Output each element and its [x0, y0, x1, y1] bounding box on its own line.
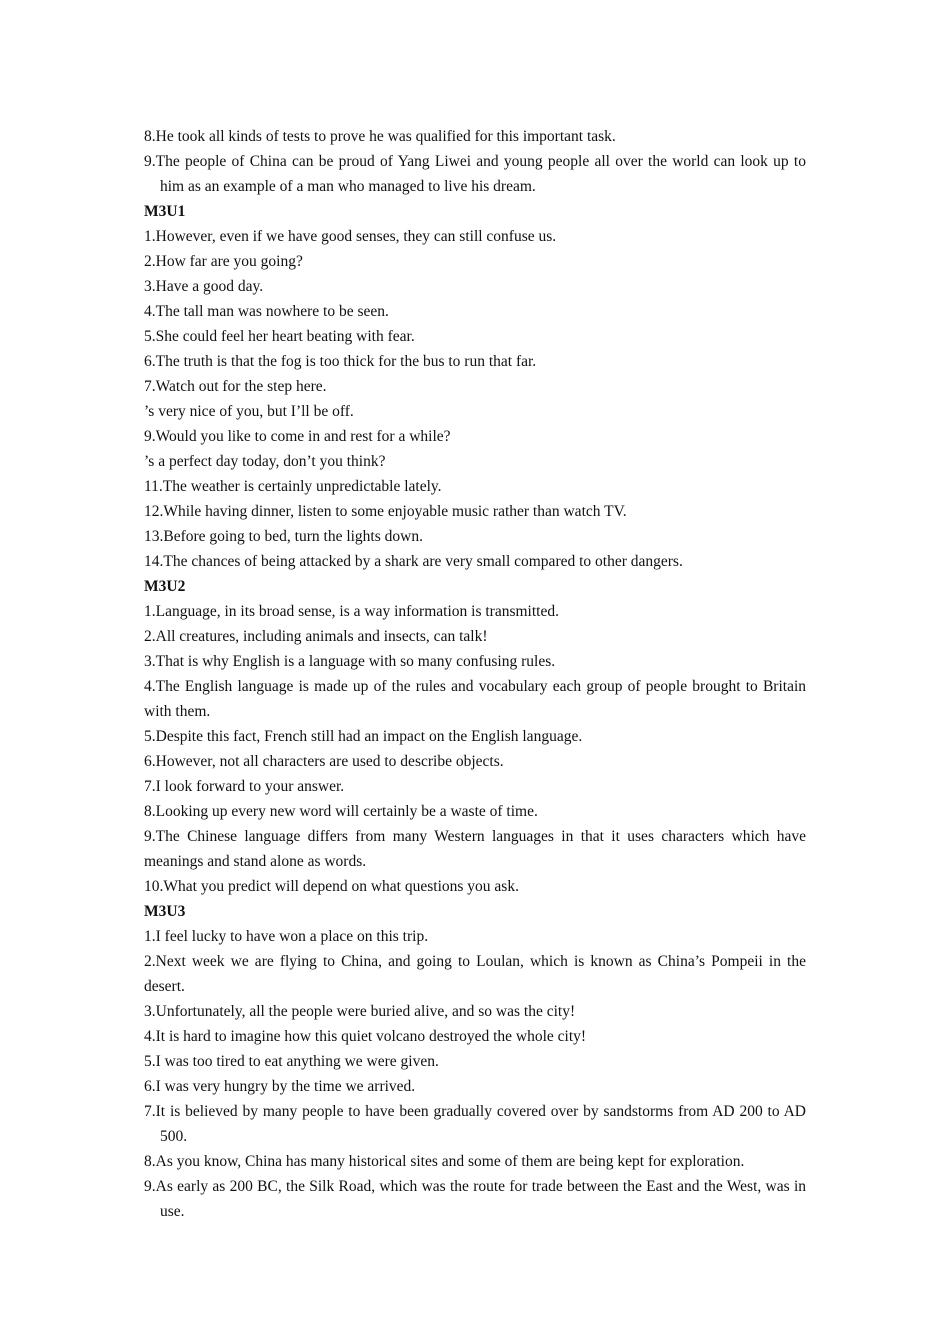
sentence-item: 9.The Chinese language differs from many Western languages in that it uses characters which have meanings and stand alone as words. [144, 828, 806, 870]
sentence-item: 10.What you predict will depend on what questions you ask. [144, 878, 519, 895]
sentence-item: 4.It is hard to imagine how this quiet volcano destroyed the whole city! [144, 1028, 587, 1045]
sentence-item: 5.Despite this fact, French still had an impact on the English language. [144, 728, 583, 745]
sentence-item: 2.All creatures, including animals and insects, can talk! [144, 628, 488, 645]
sentence-item: 3.Have a good day. [144, 278, 264, 295]
sentence-item: ’s very nice of you, but I’ll be off. [144, 403, 354, 420]
sentence-item: 8.He took all kinds of tests to prove he was qualified for this important task. [144, 128, 616, 145]
sentence-item: 6.However, not all characters are used to describe objects. [144, 753, 504, 770]
sentence-item: 1.However, even if we have good senses, they can still confuse us. [144, 228, 557, 245]
sentence-item: 5.She could feel her heart beating with fear. [144, 328, 415, 345]
sentence-item: ’s a perfect day today, don’t you think? [144, 453, 386, 470]
sentence-item: 11.The weather is certainly unpredictable lately. [144, 478, 442, 495]
sentence-item: 8.As you know, China has many historical sites and some of them are being kept for exploration. [144, 1153, 745, 1170]
sentence-item: 9.The people of China can be proud of Yang Liwei and young people all over the world can look up to him as an example of a man who managed to live his dream. [144, 153, 806, 195]
sentence-item: 1.Language, in its broad sense, is a way information is transmitted. [144, 603, 559, 620]
sentence-item: 8.Looking up every new word will certainly be a waste of time. [144, 803, 538, 820]
sentence-item: 12.While having dinner, listen to some enjoyable music rather than watch TV. [144, 503, 627, 520]
sentence-item: 6.The truth is that the fog is too thick for the bus to run that far. [144, 353, 537, 370]
sentence-item: 9.As early as 200 BC, the Silk Road, which was the route for trade between the East and the West, was in use. [144, 1178, 806, 1220]
sentence-item: 5.I was too tired to eat anything we were given. [144, 1053, 439, 1070]
sentence-item: 2.Next week we are flying to China, and going to Loulan, which is known as China’s Pompeii in the desert. [144, 953, 806, 995]
sentence-item: 1.I feel lucky to have won a place on this trip. [144, 928, 429, 945]
document-page [144, 124, 806, 1224]
sentence-item: 9.Would you like to come in and rest for a while? [144, 428, 451, 445]
sentence-item: 7.It is believed by many people to have been gradually covered over by sandstorms from AD 200 to AD 500. [144, 1103, 806, 1145]
sentence-item: 14.The chances of being attacked by a shark are very small compared to other dangers. [144, 553, 683, 570]
section-heading-m3u3: M3U3 [144, 903, 186, 920]
sentence-item: 3.Unfortunately, all the people were buried alive, and so was the city! [144, 1003, 576, 1020]
section-heading-m3u1: M3U1 [144, 203, 186, 220]
sentence-item: 6.I was very hungry by the time we arrived. [144, 1078, 416, 1095]
sentence-item: 13.Before going to bed, turn the lights down. [144, 528, 423, 545]
sentence-item: 4.The English language is made up of the rules and vocabulary each group of people brought to Britain with them. [144, 678, 806, 720]
sentence-item: 2.How far are you going? [144, 253, 303, 270]
sentence-item: 7.Watch out for the step here. [144, 378, 327, 395]
sentence-item: 3.That is why English is a language with so many confusing rules. [144, 653, 556, 670]
sentence-item: 4.The tall man was nowhere to be seen. [144, 303, 389, 320]
section-heading-m3u2: M3U2 [144, 578, 186, 595]
sentence-item: 7.I look forward to your answer. [144, 778, 345, 795]
